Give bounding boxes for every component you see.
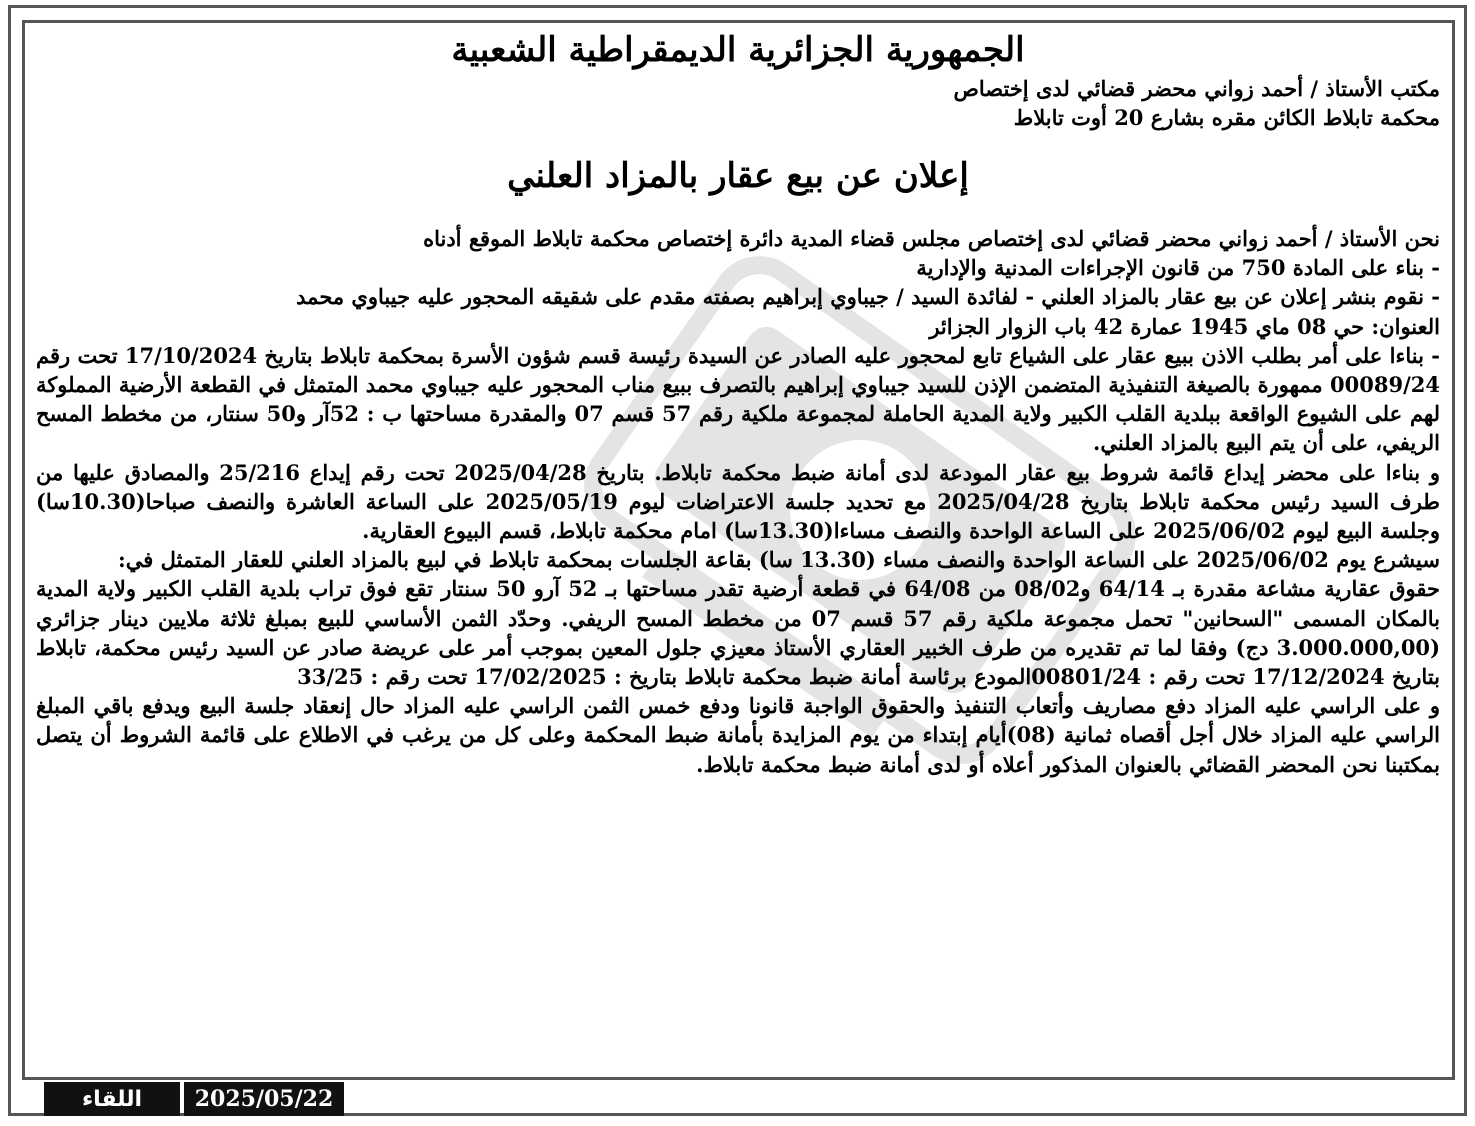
footer	[44, 1082, 344, 1118]
paragraph-court-order: - بناءا على أمر بطلب الاذن ببيع عقار على الشياع تابع لمحجور عليه الصادر عن السيدة رئيسة قسم شؤون الأسرة بمحكمة تابلاط بتاريخ 17/10/2024 تحت رقم 00089/24 ممهورة بالصيغة التنفيذية المتضمن الإذن للسيد جيباوي إبراهيم بالتصرف ببيع مناب المحجور عليه جيباوي محمد المتمثل في القطعة الأرضية المملوكة لهم على الشيوع الواقعة ببلدية القلب الكبير ولاية المدية الحاملة لمجموعة ملكية رقم 57 قسم 07 والمقدرة مساحتها ب : 52آر و50 سنتار، من مخطط المسح الريفي، على أن يتم البيع بالمزاد العلني.	[36, 342, 1440, 456]
notice-content	[36, 26, 1440, 779]
footer-date: 2025/05/22	[184, 1082, 344, 1116]
paragraph-conditions-deposit: و بناءا على محضر إيداع قائمة شروط بيع عقار المودعة لدى أمانة ضبط محكمة تابلاط. بتاريخ 2025/04/28 تحت رقم إيداع 25/216 والمصادق عليها من طرف السيد رئيس محكمة تابلاط بتاريخ 2025/04/28 مع تحديد جلسة الاعتراضات ليوم 2025/05/19 على الساعة العاشرة والنصف صباحا(10.30سا) وجلسة البيع ليوم 2025/06/02 على الساعة الواحدة والنصف مساءا(13.30سا) امام محكمة تابلاط، قسم البيوع العقارية.	[36, 459, 1441, 544]
paragraph-legal-basis: - بناء على المادة 750 من قانون الإجراءات المدنية والإدارية	[916, 255, 1440, 281]
notice-body	[36, 224, 1440, 779]
paragraph-publication: - نقوم بنشر إعلان عن بيع عقار بالمزاد العلني - لفائدة السيد / جيباوي إبراهيم بصفته مقدم على شقيقه المحجور عليه جيباوي محمد	[296, 284, 1440, 310]
notice-title: إعلان عن بيع عقار بالمزاد العلني	[507, 156, 969, 196]
paragraph-auction-date: سيشرع يوم 2025/06/02 على الساعة الواحدة والنصف مساء (13.30 سا) بقاعة الجلسات بمحكمة تابلاط في لبيع بالمزاد العلني للعقار المتمثل في:	[118, 547, 1440, 573]
republic-header: الجمهورية الجزائرية الديمقراطية الشعبية	[451, 30, 1025, 70]
paragraph-payment-terms: و على الراسي عليه المزاد دفع مصاريف وأتعاب التنفيذ والحقوق الواجبة قانونا ودفع خمس الثمن الراسي عليه المزاد حال إنعقاد جلسة البيع ويدفع باقي المبلغ الراسي عليه المزاد خلال أجل أقصاه ثمانية (08)أيام إبتداء من يوم المزايدة بأمانة ضبط المحكمة وعلى كل من يرغب في الاطلاع على قائمة الشروط أن يتصل بمكتبنا نحن المحضر القضائي بالعنوان المذكور أعلاه أو لدى أمانة ضبط محكمة تابلاط.	[36, 693, 1440, 777]
footer-source: اللقاء	[44, 1082, 180, 1116]
office-line-2: محكمة تابلاط الكائن مقره بشارع 20 أوت تابلاط	[1013, 105, 1440, 130]
paragraph-address: العنوان: حي 08 ماي 1945 عمارة 42 باب الزوار الجزائر	[929, 313, 1440, 339]
paragraph-intro: نحن الأستاذ / أحمد زواني محضر قضائي لدى إختصاص مجلس قضاء المدية دائرة إختصاص محكمة تابلاط الموقع أدناه	[423, 226, 1440, 251]
office-line-1: مكتب الأستاذ / أحمد زواني محضر قضائي لدى إختصاص	[953, 76, 1440, 101]
paragraph-property-details: حقوق عقارية مشاعة مقدرة بـ 64/14 و08/02 من 64/08 في قطعة أرضية تقدر مساحتها بـ 52 آرو 50 سنتار تقع فوق تراب بلدية القلب الكبير ولاية المدية بالمكان المسمى "السحانين" تحمل مجموعة ملكية رقم 57 قسم 07 من مخطط المسح الريفي. وحدّد الثمن الأساسي للبيع بمبلغ ثلاثة ملايين دينار جزائري (3.000.000,00 دج) وفقا لما تم تقديره من طرف الخبير العقاري الأستاذ معيزي جلول المعين بموجب أمر على عريضة صادر عن السيد رئيس محكمة، تابلاط بتاريخ 17/12/2024 تحت رقم : 00801/24المودع برئاسة أمانة ضبط محكمة تابلاط بتاريخ : 17/02/2025 تحت رقم : 33/25	[36, 576, 1441, 690]
